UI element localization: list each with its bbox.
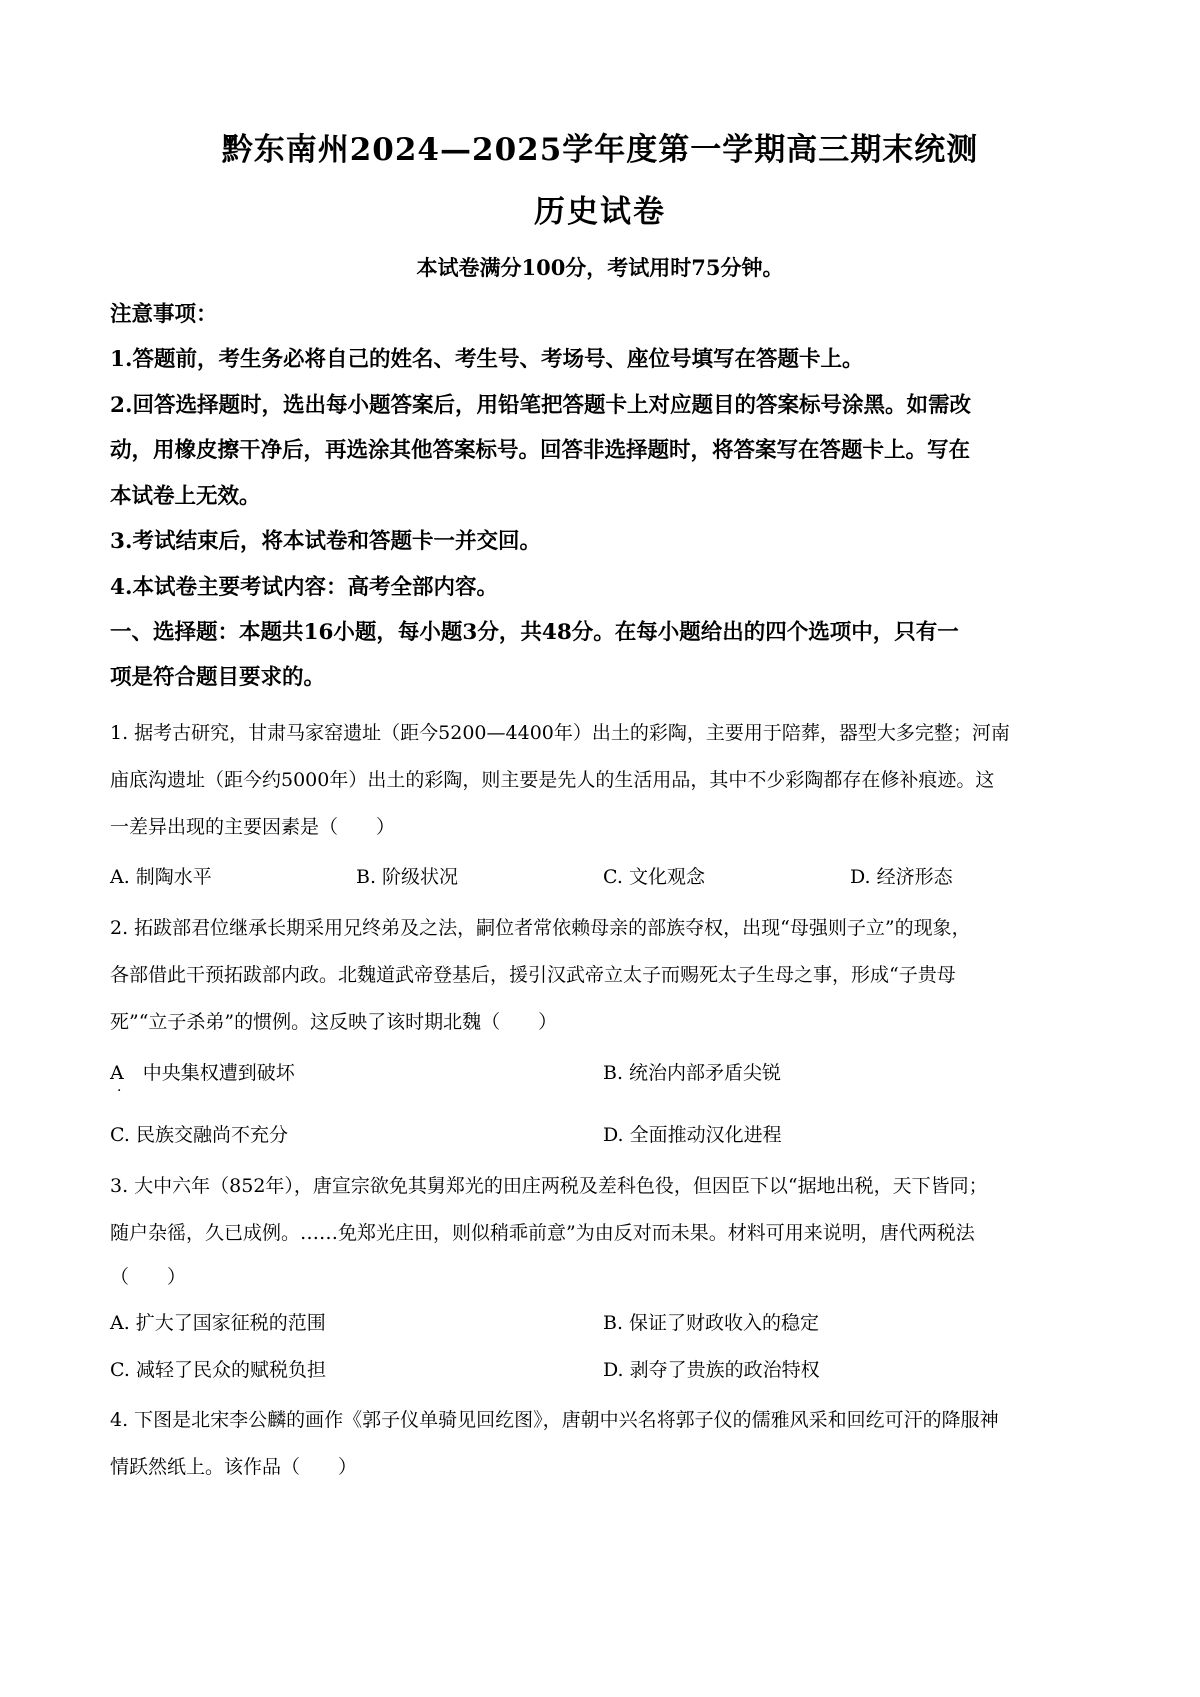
subject-title: 历史试卷 [534, 194, 666, 230]
question-2-text: 各部借此干预拓跋部内政。北魏道武帝登基后，援引汉武帝立太子而赐死太子生母之事，形成“子贵母 [110, 964, 956, 986]
notes-heading: 注意事项： [110, 302, 218, 327]
question-2-option-b: B. 统治内部矛盾尖锐 [603, 1062, 782, 1084]
section-heading-cont: 项是符合题目要求的。 [110, 665, 326, 690]
question-1-option-a: A. 制陶水平 [110, 866, 212, 888]
note-line: 动，用橡皮擦干净后，再选涂其他答案标号。回答非选择题时，将答案写在答题卡上。写在 [110, 438, 971, 463]
question-4-text: 4. 下图是北宋李公麟的画作《郭子仪单骑见回纥图》，唐朝中兴名将郭子仪的儒雅风采和回纥可汗的降服神 [110, 1409, 999, 1431]
question-1-option-d: D. 经济形态 [850, 866, 953, 888]
question-2-text: 2. 拓跋部君位继承长期采用兄终弟及之法，嗣位者常依赖母亲的部族夺权，出现“母强则子立”的现象， [110, 917, 971, 939]
note-line: 4.本试卷主要考试内容：高考全部内容。 [110, 575, 498, 600]
note-line: 2.回答选择题时，选出每小题答案后，用铅笔把答题卡上对应题目的答案标号涂黑。如需改 [110, 393, 971, 418]
question-2-option-c: C. 民族交融尚不充分 [110, 1124, 288, 1146]
question-3-option-c: C. 减轻了民众的赋税负担 [110, 1359, 326, 1381]
question-3-text: 随户杂徭，久已成例。……免郑光庄田，则似稍乖前意”为由反对而未果。材料可用来说明，唐代两税法 [110, 1222, 975, 1244]
question-1-option-b: B. 阶级状况 [356, 866, 459, 888]
score-note: 本试卷满分100分，考试用时75分钟。 [416, 255, 784, 280]
section-heading: 一、选择题：本题共16小题，每小题3分，共48分。在每小题给出的四个选项中，只有一 [110, 620, 959, 645]
scan-dot: · [117, 1083, 122, 1099]
question-3-option-a: A. 扩大了国家征税的范围 [110, 1312, 326, 1334]
question-3-text: （ ） [110, 1266, 187, 1288]
question-2-option-a: A 中央集权遭到破坏 [110, 1062, 295, 1084]
question-3-option-b: B. 保证了财政收入的稳定 [603, 1312, 820, 1334]
question-4-text: 情跃然纸上。该作品（ ） [110, 1456, 358, 1478]
question-1-text: 1. 据考古研究，甘肃马家窑遗址（距今5200—4400年）出土的彩陶，主要用于陪葬，器型大多完整；河南 [110, 722, 1010, 744]
note-line: 3.考试结束后，将本试卷和答题卡一并交回。 [110, 529, 541, 554]
question-1-option-c: C. 文化观念 [603, 866, 705, 888]
exam-title: 黔东南州2024—2025学年度第一学期高三期末统测 [221, 132, 979, 168]
question-2-text: 死”“立子杀弟”的惯例。这反映了该时期北魏（ ） [110, 1011, 558, 1033]
note-line: 本试卷上无效。 [110, 484, 261, 509]
question-1-text: 庙底沟遗址（距今约5000年）出土的彩陶，则主要是先人的生活用品，其中不少彩陶都存在修补痕迹。这 [110, 769, 995, 791]
question-2-option-d: D. 全面推动汉化进程 [603, 1124, 782, 1146]
question-1-text: 一差异出现的主要因素是（ ） [110, 816, 396, 838]
note-line: 1.答题前，考生务必将自己的姓名、考生号、考场号、座位号填写在答题卡上。 [110, 347, 864, 372]
question-3-text: 3. 大中六年（852年），唐宣宗欲免其舅郑光的田庄两税及差科色役，但因臣下以“据地出税，天下皆同； [110, 1175, 988, 1197]
question-3-option-d: D. 剥夺了贵族的政治特权 [603, 1359, 820, 1381]
